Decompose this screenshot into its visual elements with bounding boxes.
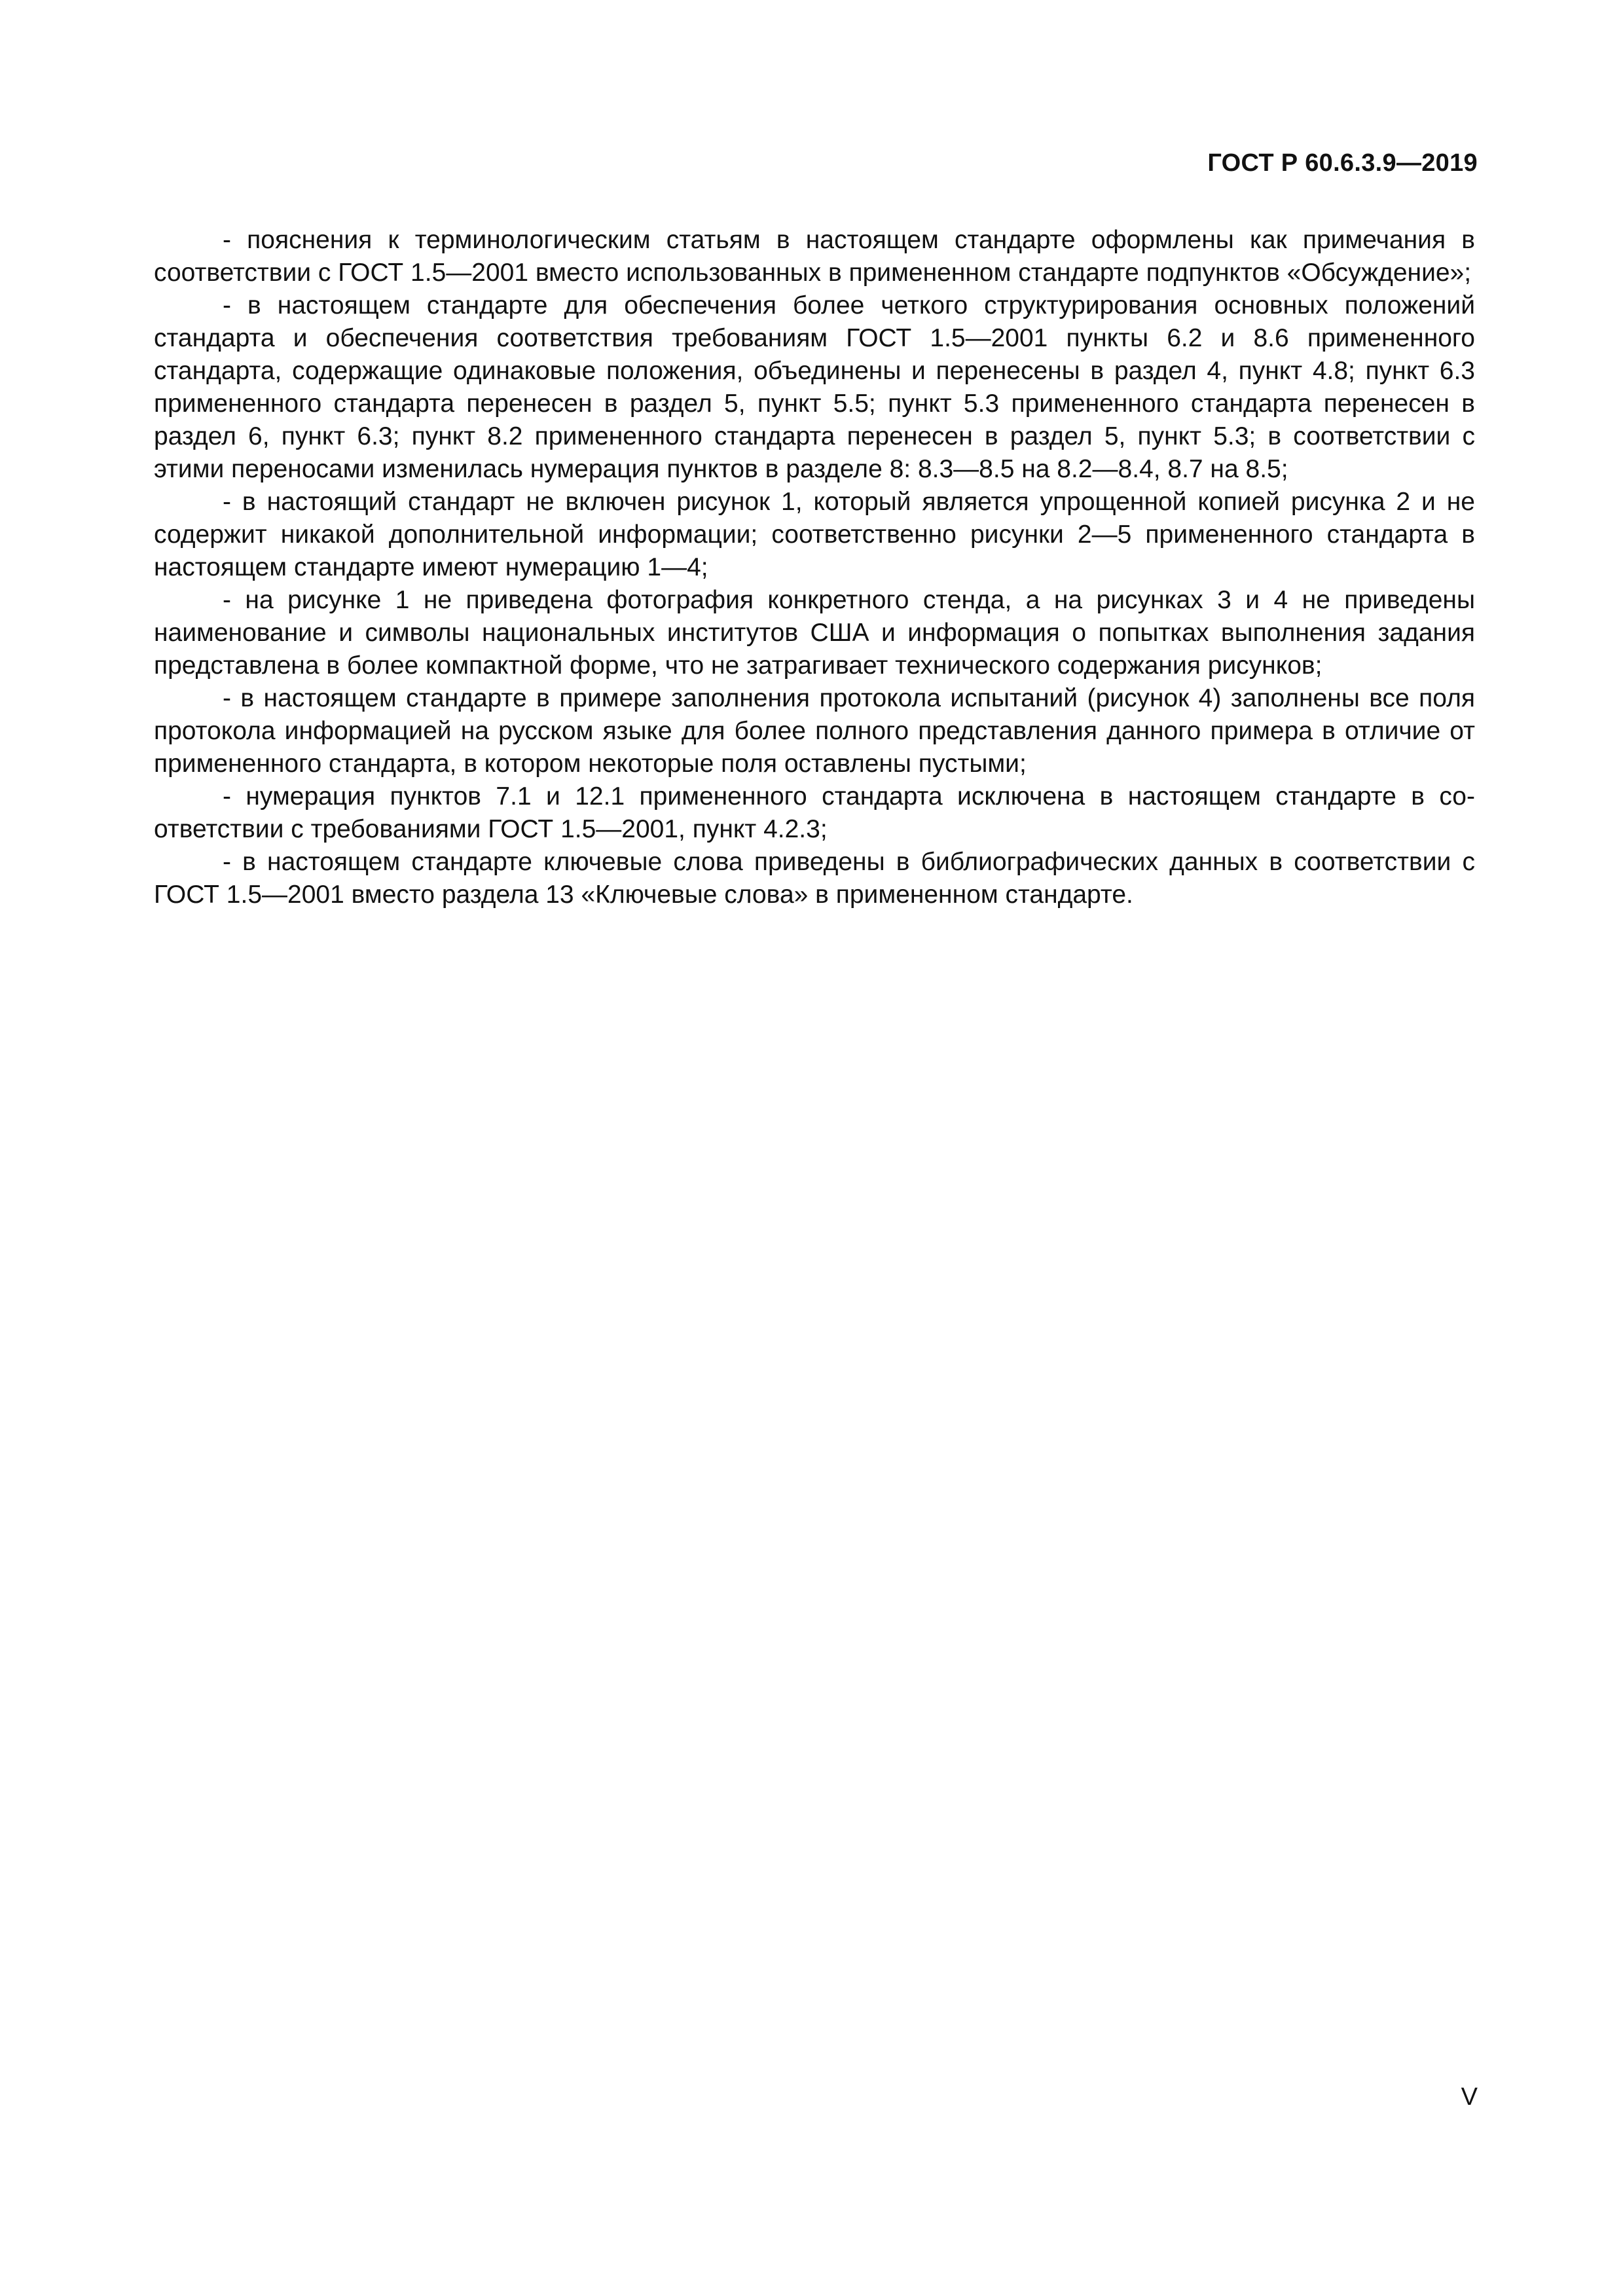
paragraph-numbering-excluded: - нумерация пунктов 7.1 и 12.1 примененного стандарта исключена в настоящем стандарте в соответствии с требованиями ГОСТ 1.5—2001, пункт 4.2.3;	[154, 782, 1475, 843]
paragraph-keywords: - в настоящем стандарте ключевые слова приведены в библиографических данных в соответствии с ГОСТ 1.5—2001 вместо раздела 13 «Ключевые слова» в примененном стандарте.	[154, 848, 1475, 909]
paragraph-structure-changes: - в настоящем стандарте для обеспечения более четкого структурирования основных положений стандарта и обеспечения соответствия требованиям ГОСТ 1.5—2001 пункты 6.2 и 8.6 примененного стандарта, содержащие одинаковые положения, объединены и перенесены в раздел 4, пункт 4.8; пункт 6.3 примененного стандарта перенесен в раздел 5, пункт 5.5; пункт 5.3 примененного стандарта перенесен в раздел 6, пункт 6.3; пункт 8.2 примененного стандарта перенесен в раздел 5, пункт 5.3; в соответствии с этими переносами изменилась нумерация пунктов в разделе 8: 8.3—8.5 на 8.2—8.4, 8.7 на 8.5;	[154, 291, 1475, 483]
document-body	[154, 224, 1475, 911]
paragraph-figure-1-excluded: - в настоящий стандарт не включен рисунок 1, который является упрощенной копией рисунка 2 и не содержит никакой дополнительной информации; соответственно рисунки 2—5 примененного стандарта в настоящем стандарте имеют нумерацию 1—4;	[154, 488, 1475, 581]
page-number: V	[1461, 2083, 1478, 2111]
paragraph-figure-content: - на рисунке 1 не приведена фотография конкретного стенда, а на рисунках 3 и 4 не приведены наименование и символы национальных институтов США и информация о попытках выполнения задания представлена в более компактной форме, что не затрагивает технического содержания рисунков;	[154, 586, 1475, 680]
document-code-header: ГОСТ Р 60.6.3.9—2019	[1207, 149, 1478, 177]
paragraph-test-protocol: - в настоящем стандарте в примере заполнения протокола испытаний (рисунок 4) заполнены все поля протокола информацией на русском языке для более полного представления данного примера в отличие от примененного стандарта, в котором некоторые поля оставлены пустыми;	[154, 684, 1475, 778]
paragraph-terminology-notes: - пояснения к терминологическим статьям в настоящем стандарте оформлены как примечания в соответствии с ГОСТ 1.5—2001 вместо использованных в примененном стандарте подпунктов «Обсуждение»;	[154, 226, 1475, 287]
